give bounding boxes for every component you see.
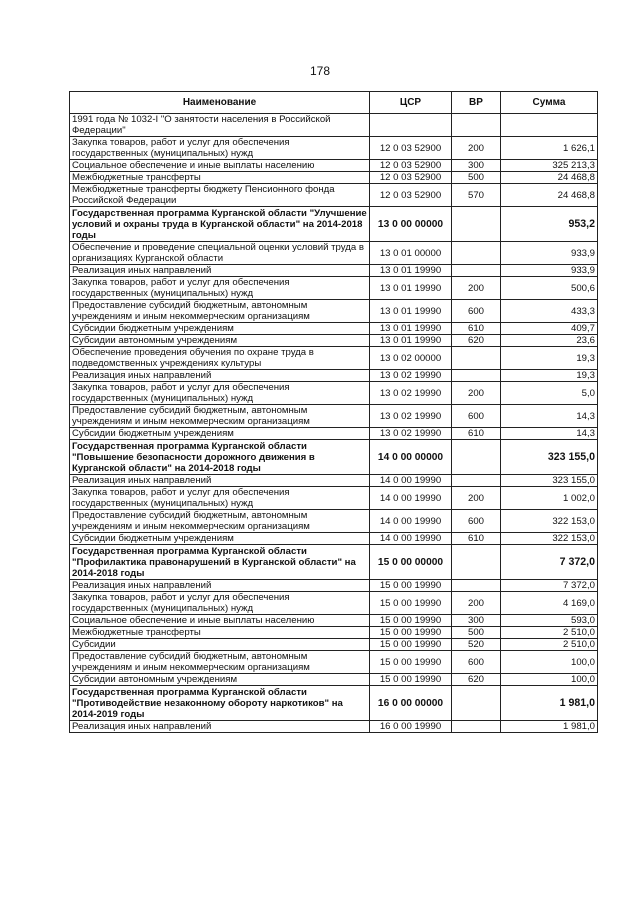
row-vr-cell [452,242,501,265]
table-row [70,580,598,592]
row-sum-cell: 433,3 [501,300,598,323]
row-name-cell: 1991 года № 1032-I "О занятости населения в Российской Федерации" [70,114,370,137]
row-vr-cell: 200 [452,277,501,300]
row-name-cell: Субсидии бюджетным учреждениям [70,533,370,545]
row-name-cell: Обеспечение и проведение специальной оценки условий труда в организациях Курганской области [70,242,370,265]
row-name-cell: Закупка товаров, работ и услуг для обеспечения государственных (муниципальных) нужд [70,277,370,300]
row-vr-cell [452,114,501,137]
row-sum-cell: 24 468,8 [501,184,598,207]
row-vr-cell [452,545,501,580]
table-row [70,370,598,382]
table-row [70,242,598,265]
row-name-cell: Субсидии автономным учреждениям [70,335,370,347]
row-csr-cell: 14 0 00 19990 [370,475,452,487]
row-sum-cell: 1 626,1 [501,137,598,160]
row-name-cell: Предоставление субсидий бюджетным, автономным учреждениям и иным некоммерческим организациям [70,510,370,533]
table-row [70,627,598,639]
page-number: 178 [309,64,331,78]
row-sum-cell: 323 155,0 [501,440,598,475]
row-vr-cell: 610 [452,428,501,440]
row-vr-cell: 600 [452,510,501,533]
row-vr-cell [452,440,501,475]
row-csr-cell: 15 0 00 19990 [370,627,452,639]
row-name-cell: Предоставление субсидий бюджетным, автономным учреждениям и иным некоммерческим организациям [70,651,370,674]
row-csr-cell: 15 0 00 19990 [370,639,452,651]
row-csr-cell: 13 0 01 19990 [370,335,452,347]
table-row [70,323,598,335]
row-csr-cell: 16 0 00 19990 [370,721,452,733]
row-vr-cell: 600 [452,300,501,323]
row-name-cell: Реализация иных направлений [70,721,370,733]
row-sum-cell: 2 510,0 [501,639,598,651]
row-vr-cell: 620 [452,335,501,347]
row-csr-cell: 13 0 00 00000 [370,207,452,242]
table-row [70,265,598,277]
row-sum-cell: 933,9 [501,242,598,265]
table-row [70,207,598,242]
row-vr-cell: 200 [452,137,501,160]
row-sum-cell: 953,2 [501,207,598,242]
row-csr-cell: 13 0 01 19990 [370,300,452,323]
table-row [70,347,598,370]
row-name-cell: Государственная программа Курганской области "Профилактика правонарушений в Курганской области" на 2014-2018 годы [70,545,370,580]
row-sum-cell: 24 468,8 [501,172,598,184]
row-name-cell: Государственная программа Курганской области "Повышение безопасности дорожного движения в Курганской области" на 2014-2018 годы [70,440,370,475]
row-sum-cell: 322 153,0 [501,510,598,533]
row-sum-cell: 14,3 [501,405,598,428]
row-name-cell: Социальное обеспечение и иные выплаты населению [70,160,370,172]
row-sum-cell: 100,0 [501,651,598,674]
row-vr-cell [452,475,501,487]
row-name-cell: Предоставление субсидий бюджетным, автономным учреждениям и иным некоммерческим организациям [70,405,370,428]
row-csr-cell: 15 0 00 00000 [370,545,452,580]
row-name-cell: Субсидии автономным учреждениям [70,674,370,686]
row-sum-cell: 100,0 [501,674,598,686]
row-csr-cell: 15 0 00 19990 [370,651,452,674]
table-body [70,114,598,733]
table-row [70,592,598,615]
row-csr-cell: 13 0 01 19990 [370,323,452,335]
table-row [70,651,598,674]
header-csr: ЦСР [370,92,452,114]
row-csr-cell: 13 0 02 19990 [370,428,452,440]
table-row [70,475,598,487]
row-sum-cell: 500,6 [501,277,598,300]
row-vr-cell: 610 [452,533,501,545]
row-name-cell: Закупка товаров, работ и услуг для обеспечения государственных (муниципальных) нужд [70,382,370,405]
table-row [70,184,598,207]
row-sum-cell: 325 213,3 [501,160,598,172]
row-vr-cell: 570 [452,184,501,207]
table-row [70,277,598,300]
row-csr-cell: 13 0 02 19990 [370,370,452,382]
row-sum-cell: 409,7 [501,323,598,335]
table-row [70,686,598,721]
row-vr-cell [452,370,501,382]
row-sum-cell: 14,3 [501,428,598,440]
row-sum-cell: 1 981,0 [501,686,598,721]
table-row [70,172,598,184]
row-csr-cell: 14 0 00 19990 [370,487,452,510]
row-vr-cell: 300 [452,160,501,172]
row-vr-cell: 200 [452,382,501,405]
row-csr-cell: 12 0 03 52900 [370,184,452,207]
table-row [70,440,598,475]
table-row [70,335,598,347]
row-sum-cell: 19,3 [501,370,598,382]
row-name-cell: Реализация иных направлений [70,265,370,277]
row-csr-cell: 15 0 00 19990 [370,615,452,627]
row-vr-cell: 500 [452,627,501,639]
row-sum-cell: 19,3 [501,347,598,370]
table-row [70,639,598,651]
row-sum-cell: 933,9 [501,265,598,277]
table-row [70,721,598,733]
row-name-cell: Реализация иных направлений [70,475,370,487]
row-vr-cell: 300 [452,615,501,627]
row-sum-cell: 1 981,0 [501,721,598,733]
row-sum-cell: 1 002,0 [501,487,598,510]
table-row [70,615,598,627]
row-vr-cell: 620 [452,674,501,686]
row-csr-cell: 15 0 00 19990 [370,580,452,592]
table-row [70,382,598,405]
table-row [70,533,598,545]
table-row [70,545,598,580]
row-sum-cell: 593,0 [501,615,598,627]
row-name-cell: Межбюджетные трансферты [70,627,370,639]
table-row [70,137,598,160]
row-name-cell: Предоставление субсидий бюджетным, автономным учреждениям и иным некоммерческим организациям [70,300,370,323]
row-vr-cell [452,347,501,370]
row-sum-cell: 7 372,0 [501,545,598,580]
table-row [70,114,598,137]
row-csr-cell: 14 0 00 19990 [370,533,452,545]
row-csr-cell [370,114,452,137]
row-name-cell: Реализация иных направлений [70,580,370,592]
row-sum-cell: 323 155,0 [501,475,598,487]
row-csr-cell: 14 0 00 00000 [370,440,452,475]
row-name-cell: Субсидии [70,639,370,651]
row-csr-cell: 16 0 00 00000 [370,686,452,721]
row-name-cell: Государственная программа Курганской области "Противодействие незаконному обороту наркотиков" на 2014-2019 годы [70,686,370,721]
row-vr-cell: 200 [452,487,501,510]
row-csr-cell: 12 0 03 52900 [370,172,452,184]
row-csr-cell: 15 0 00 19990 [370,592,452,615]
table-row [70,405,598,428]
row-vr-cell: 520 [452,639,501,651]
row-csr-cell: 12 0 03 52900 [370,137,452,160]
row-sum-cell: 322 153,0 [501,533,598,545]
row-vr-cell [452,265,501,277]
row-csr-cell: 13 0 01 19990 [370,265,452,277]
table-row [70,428,598,440]
row-name-cell: Субсидии бюджетным учреждениям [70,428,370,440]
row-vr-cell: 500 [452,172,501,184]
header-vr: ВР [452,92,501,114]
row-name-cell: Государственная программа Курганской области "Улучшение условий и охраны труда в Курганской области" на 2014-2018 годы [70,207,370,242]
table-row [70,487,598,510]
row-name-cell: Обеспечение проведения обучения по охране труда в подведомственных учреждениях культуры [70,347,370,370]
row-name-cell: Закупка товаров, работ и услуг для обеспечения государственных (муниципальных) нужд [70,592,370,615]
row-name-cell: Реализация иных направлений [70,370,370,382]
row-name-cell: Социальное обеспечение и иные выплаты населению [70,615,370,627]
table-row [70,510,598,533]
header-sum: Сумма [501,92,598,114]
row-sum-cell: 7 372,0 [501,580,598,592]
row-name-cell: Межбюджетные трансферты бюджету Пенсионного фонда Российской Федерации [70,184,370,207]
budget-table [69,91,598,733]
row-sum-cell: 2 510,0 [501,627,598,639]
row-vr-cell [452,686,501,721]
row-name-cell: Закупка товаров, работ и услуг для обеспечения государственных (муниципальных) нужд [70,137,370,160]
row-vr-cell [452,580,501,592]
row-csr-cell: 13 0 02 19990 [370,382,452,405]
table-header-row [70,92,598,114]
row-csr-cell: 12 0 03 52900 [370,160,452,172]
row-csr-cell: 13 0 02 19990 [370,405,452,428]
row-sum-cell: 23,6 [501,335,598,347]
table-row [70,160,598,172]
header-name: Наименование [70,92,370,114]
row-vr-cell: 600 [452,405,501,428]
row-vr-cell: 200 [452,592,501,615]
row-vr-cell: 610 [452,323,501,335]
row-vr-cell [452,207,501,242]
row-name-cell: Межбюджетные трансферты [70,172,370,184]
row-name-cell: Субсидии бюджетным учреждениям [70,323,370,335]
row-sum-cell: 4 169,0 [501,592,598,615]
row-sum-cell [501,114,598,137]
row-vr-cell: 600 [452,651,501,674]
row-csr-cell: 14 0 00 19990 [370,510,452,533]
row-csr-cell: 15 0 00 19990 [370,674,452,686]
table-row [70,674,598,686]
table-row [70,300,598,323]
row-vr-cell [452,721,501,733]
row-name-cell: Закупка товаров, работ и услуг для обеспечения государственных (муниципальных) нужд [70,487,370,510]
row-csr-cell: 13 0 01 00000 [370,242,452,265]
row-sum-cell: 5,0 [501,382,598,405]
row-csr-cell: 13 0 02 00000 [370,347,452,370]
row-csr-cell: 13 0 01 19990 [370,277,452,300]
